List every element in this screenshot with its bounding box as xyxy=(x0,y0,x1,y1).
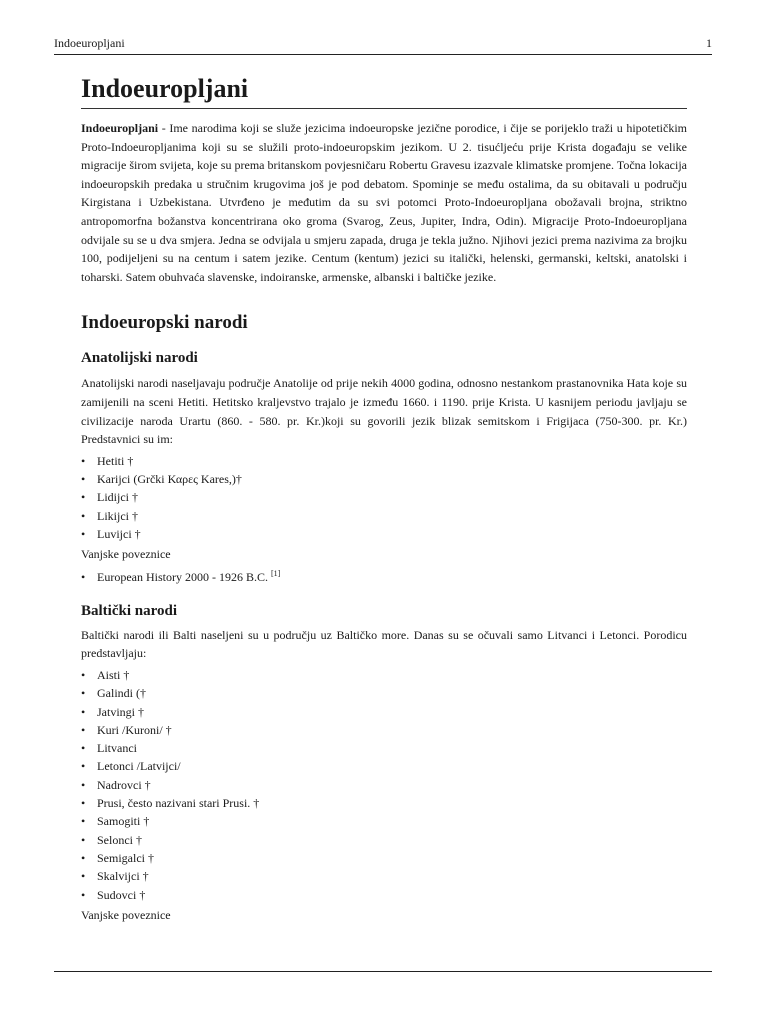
list-item: • Lidijci † xyxy=(81,488,687,506)
intro-term: Indoeuropljani xyxy=(81,121,159,135)
external-link[interactable]: European History 2000 - 1926 B.C. xyxy=(97,569,268,584)
running-header xyxy=(54,36,712,55)
list-item: • Kuri /Kuroni/ † xyxy=(81,721,687,739)
list-item: • Selonci † xyxy=(81,831,687,849)
baltic-list xyxy=(81,666,687,904)
list-item: • Skalvijci † xyxy=(81,867,687,885)
list-item: • Luvijci † xyxy=(81,525,687,543)
external-links-label: Vanjske poveznice xyxy=(81,547,171,562)
list-item: • Nadrovci † xyxy=(81,776,687,794)
reference-marker[interactable]: [1] xyxy=(270,568,281,578)
list-item: • Jatvingi † xyxy=(81,703,687,721)
subsection-heading-anatolijski: Anatolijski narodi xyxy=(81,350,198,367)
list-item: • Samogiti † xyxy=(81,812,687,830)
section-heading-indoeuropski-narodi: Indoeuropski narodi xyxy=(81,312,248,334)
intro-paragraph xyxy=(81,119,687,286)
external-link-item[interactable] xyxy=(81,566,687,588)
list-item: • Semigalci † xyxy=(81,849,687,867)
list-item: • Hetiti † xyxy=(81,452,687,470)
list-item: • Aisti † xyxy=(81,666,687,684)
list-item: • Prusi, često nazivani stari Prusi. † xyxy=(81,794,687,812)
subsection-heading-balticki: Baltički narodi xyxy=(81,602,177,619)
list-item: • Galindi († xyxy=(81,684,687,702)
article-content xyxy=(81,72,687,924)
list-item: • Letonci /Latvijci/ xyxy=(81,757,687,775)
list-item: • Karijci (Grčki Καρες Kares,)† xyxy=(81,470,687,488)
footer-rule xyxy=(54,971,712,972)
anatolian-list xyxy=(81,452,687,543)
running-header-title: Indoeuropljani xyxy=(54,36,125,50)
list-item: • Litvanci xyxy=(81,739,687,757)
list-item: • Likijci † xyxy=(81,507,687,525)
baltic-paragraph: Baltički narodi ili Balti naseljeni su u području uz Baltičko more. Danas su se očuvali samo Litvanci i Letonci. Porodicu predstavljaju: xyxy=(81,627,687,661)
intro-text: - Ime narodima koji se služe jezicima indoeuropske jezične porodice, i čije se porijeklo traži u hipotetičkim Proto-Indoeuropljanima koji su se služili proto-indoeuropskim jezikom. U 2. tisućljeću prije Krista događaju se velike migracije širom svijeta, koje su prema britanskom povjesničaru Robertu Gravesu izazvale klimatske promjene. Točna lokacija indoeuropskih predaka u stručnim krugovima još je pod debatom. Spominje se među ostalima, da su obitavali u području Kirgistana i Uzbekistana. Utvrđeno je međutim da su svi potomci Proto-Indoeuropljana obožavali brojna, striktno antropomorfna božanstva koncentrirana oko groma (Svarog, Zeus, Jupiter, Indra, Odin). Migracije Proto-Indoeuropljana odvijale su se u dva smjera. Jedna se odvijala u smjeru zapada, druga je tekla južno. Njihovi jezici prema nazivima za brojku 100, podijeljeni su na centum i satem jezike. Centum (kentum) jezici su italički, helenski, germanski, keltski, anatolski i toharski. Satem obuhvaća slavenske, indoiranske, armenske, albanski i baltičke jezike. xyxy=(81,121,687,284)
external-links-list xyxy=(81,566,687,588)
page-number: 1 xyxy=(706,36,712,50)
list-item: • Sudovci † xyxy=(81,886,687,904)
page-title: Indoeuropljani xyxy=(81,72,687,109)
external-links-label: Vanjske poveznice xyxy=(81,907,171,922)
anatolian-paragraph: Anatolijski narodi naseljavaju područje Anatolije od prije nekih 4000 godina, odnosno nestankom prastanovnika Hata koje su zamijenili na sceni Hetiti. Hetitsko kraljevstvo trajalo je između 1660. i 1190. prije Krista. U kasnijem periodu javljaju se civilizacije naroda Urartu (860. - 580. pr. Kr.)koji su govorili jezik blizak semitskom i Frigijaca (750-300. pr. Kr.) Predstavnici su im: xyxy=(81,376,687,447)
